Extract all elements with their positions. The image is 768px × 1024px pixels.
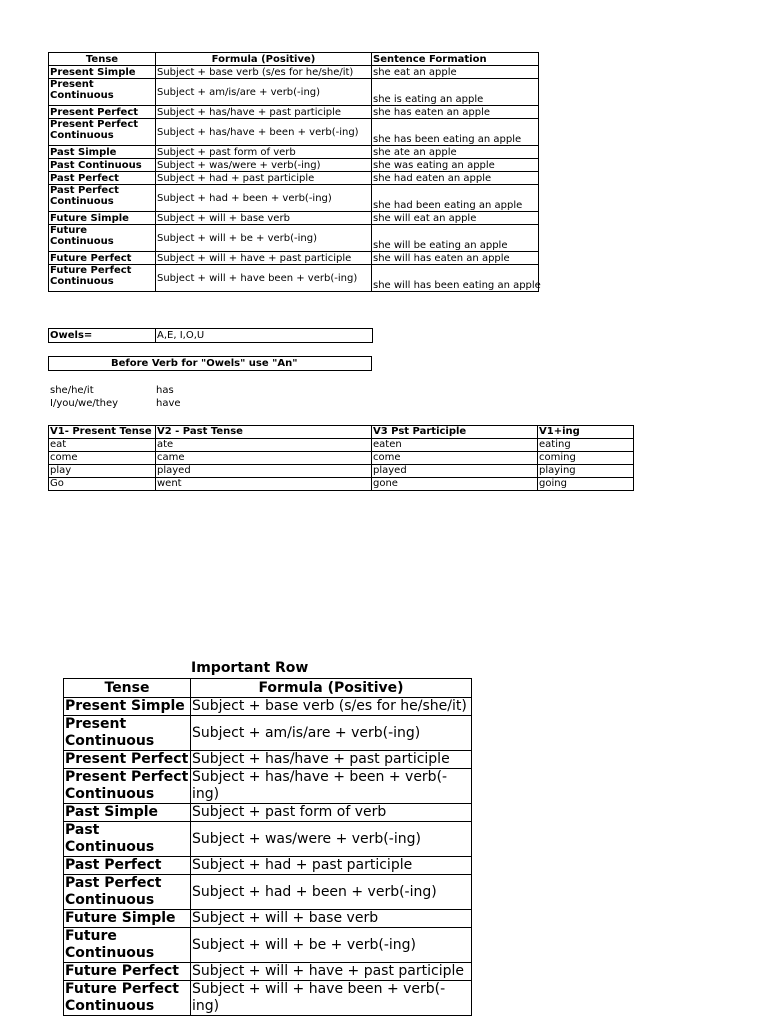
tense-formula: Subject + will + have been + verb(-ing) xyxy=(156,265,372,292)
tense-formula: Subject + had + past participle xyxy=(156,172,372,185)
pronoun-subject: she/he/it xyxy=(50,385,94,396)
tense-sentence: she will eat an apple xyxy=(372,212,539,225)
important-row xyxy=(64,716,472,751)
tense-name: Future Perfect Continuous xyxy=(49,265,156,292)
header-formula: Formula (Positive) xyxy=(191,679,472,698)
tense-sentence: she was eating an apple xyxy=(372,159,539,172)
tense-formula: Subject + will + be + verb(-ing) xyxy=(156,225,372,252)
tense-name: Future Perfect xyxy=(49,252,156,265)
tense-formula: Subject + had + past participle xyxy=(191,857,472,875)
header-ving: V1+ing xyxy=(538,426,634,439)
important-table xyxy=(63,678,472,1016)
article-rule-text: Before Verb for "Owels" use "An" xyxy=(111,358,298,369)
verb-forms-header xyxy=(49,426,634,439)
tense-name: Future Continuous xyxy=(64,928,191,963)
verb-row xyxy=(49,439,634,452)
tense-row xyxy=(49,212,539,225)
tense-formula: Subject + will + be + verb(-ing) xyxy=(191,928,472,963)
tense-formula: Subject + am/is/are + verb(-ing) xyxy=(156,79,372,106)
important-row xyxy=(64,928,472,963)
tense-table xyxy=(48,52,539,292)
vowels-table xyxy=(48,328,373,343)
important-row xyxy=(64,857,472,875)
important-row xyxy=(64,804,472,822)
tense-name: Present Continuous xyxy=(49,79,156,106)
tense-formula: Subject + am/is/are + verb(-ing) xyxy=(191,716,472,751)
tense-row xyxy=(49,265,539,292)
tense-name: Past Perfect xyxy=(49,172,156,185)
important-caption: Important Row xyxy=(191,660,309,676)
tense-row xyxy=(49,79,539,106)
tense-row xyxy=(49,225,539,252)
verb-v1: play xyxy=(49,465,156,478)
tense-formula: Subject + will + have been + verb(-ing) xyxy=(191,981,472,1016)
tense-formula: Subject + has/have + been + verb(-ing) xyxy=(191,769,472,804)
verb-v2: came xyxy=(156,452,372,465)
verb-ving: eating xyxy=(538,439,634,452)
verb-v1: come xyxy=(49,452,156,465)
verb-v1: eat xyxy=(49,439,156,452)
important-row xyxy=(64,910,472,928)
verb-ving: going xyxy=(538,478,634,491)
header-tense: Tense xyxy=(49,53,156,66)
tense-row xyxy=(49,106,539,119)
verb-v3: played xyxy=(372,465,538,478)
header-sentence: Sentence Formation xyxy=(372,53,539,66)
tense-row xyxy=(49,66,539,79)
tense-formula: Subject + will + have + past participle xyxy=(191,963,472,981)
tense-row xyxy=(49,172,539,185)
tense-name: Present Simple xyxy=(49,66,156,79)
tense-formula: Subject + had + been + verb(-ing) xyxy=(156,185,372,212)
verb-row xyxy=(49,452,634,465)
tense-formula: Subject + has/have + been + verb(-ing) xyxy=(156,119,372,146)
tense-formula: Subject + will + have + past participle xyxy=(156,252,372,265)
tense-sentence: she will be eating an apple xyxy=(372,225,539,252)
tense-name: Past Continuous xyxy=(64,822,191,857)
tense-row xyxy=(49,119,539,146)
pronoun-verb: have xyxy=(156,398,181,409)
tense-name: Future Simple xyxy=(49,212,156,225)
verb-v3: gone xyxy=(372,478,538,491)
vowels-value: A,E, I,O,U xyxy=(156,329,373,343)
tense-name: Past Simple xyxy=(64,804,191,822)
tense-row xyxy=(49,252,539,265)
tense-name: Present Perfect Continuous xyxy=(64,769,191,804)
tense-name: Present Perfect xyxy=(49,106,156,119)
important-row xyxy=(64,963,472,981)
verb-ving: coming xyxy=(538,452,634,465)
important-row xyxy=(64,751,472,769)
tense-sentence: she will has eaten an apple xyxy=(372,252,539,265)
tense-name: Past Simple xyxy=(49,146,156,159)
tense-row xyxy=(49,159,539,172)
pronoun-subject: I/you/we/they xyxy=(50,398,119,409)
important-row xyxy=(64,822,472,857)
header-tense: Tense xyxy=(64,679,191,698)
tense-row xyxy=(49,146,539,159)
tense-row xyxy=(49,185,539,212)
tense-formula: Subject + was/were + verb(-ing) xyxy=(191,822,472,857)
tense-formula: Subject + has/have + past participle xyxy=(191,751,472,769)
tense-sentence: she ate an apple xyxy=(372,146,539,159)
tense-name: Present Continuous xyxy=(64,716,191,751)
important-row xyxy=(64,875,472,910)
tense-sentence: she eat an apple xyxy=(372,66,539,79)
verb-ving: playing xyxy=(538,465,634,478)
tense-table-header xyxy=(49,53,539,66)
verb-row xyxy=(49,465,634,478)
tense-sentence: she had eaten an apple xyxy=(372,172,539,185)
verb-v3: eaten xyxy=(372,439,538,452)
tense-formula: Subject + past form of verb xyxy=(191,804,472,822)
verb-row xyxy=(49,478,634,491)
tense-name: Past Continuous xyxy=(49,159,156,172)
article-rule xyxy=(48,356,372,371)
verb-v3: come xyxy=(372,452,538,465)
verb-v2: played xyxy=(156,465,372,478)
tense-formula: Subject + past form of verb xyxy=(156,146,372,159)
tense-sentence: she has eaten an apple xyxy=(372,106,539,119)
tense-name: Future Simple xyxy=(64,910,191,928)
important-table-body xyxy=(64,679,472,1016)
verb-forms-body xyxy=(49,426,634,491)
tense-name: Past Perfect Continuous xyxy=(64,875,191,910)
tense-formula: Subject + has/have + past participle xyxy=(156,106,372,119)
tense-name: Future Perfect xyxy=(64,963,191,981)
verb-forms-table xyxy=(48,425,634,491)
header-v3: V3 Pst Participle xyxy=(372,426,538,439)
tense-sentence: she had been eating an apple xyxy=(372,185,539,212)
tense-name: Present Perfect xyxy=(64,751,191,769)
tense-formula: Subject + base verb (s/es for he/she/it) xyxy=(156,66,372,79)
tense-table-body xyxy=(49,53,539,292)
tense-name: Present Perfect Continuous xyxy=(49,119,156,146)
header-formula: Formula (Positive) xyxy=(156,53,372,66)
tense-formula: Subject + was/were + verb(-ing) xyxy=(156,159,372,172)
important-row xyxy=(64,981,472,1016)
header-v2: V2 - Past Tense xyxy=(156,426,372,439)
tense-name: Past Perfect xyxy=(64,857,191,875)
verb-v1: Go xyxy=(49,478,156,491)
tense-name: Future Continuous xyxy=(49,225,156,252)
tense-sentence: she has been eating an apple xyxy=(372,119,539,146)
tense-name: Future Perfect Continuous xyxy=(64,981,191,1016)
important-table-header xyxy=(64,679,472,698)
header-v1: V1- Present Tense xyxy=(49,426,156,439)
tense-sentence: she will has been eating an apple xyxy=(372,265,539,292)
vowels-label: Owels= xyxy=(49,329,156,343)
tense-formula: Subject + had + been + verb(-ing) xyxy=(191,875,472,910)
important-row xyxy=(64,698,472,716)
verb-v2: ate xyxy=(156,439,372,452)
tense-name: Past Perfect Continuous xyxy=(49,185,156,212)
pronoun-verb: has xyxy=(156,385,174,396)
tense-formula: Subject + will + base verb xyxy=(191,910,472,928)
verb-v2: went xyxy=(156,478,372,491)
tense-sentence: she is eating an apple xyxy=(372,79,539,106)
tense-formula: Subject + base verb (s/es for he/she/it) xyxy=(191,698,472,716)
important-row xyxy=(64,769,472,804)
tense-formula: Subject + will + base verb xyxy=(156,212,372,225)
tense-name: Present Simple xyxy=(64,698,191,716)
